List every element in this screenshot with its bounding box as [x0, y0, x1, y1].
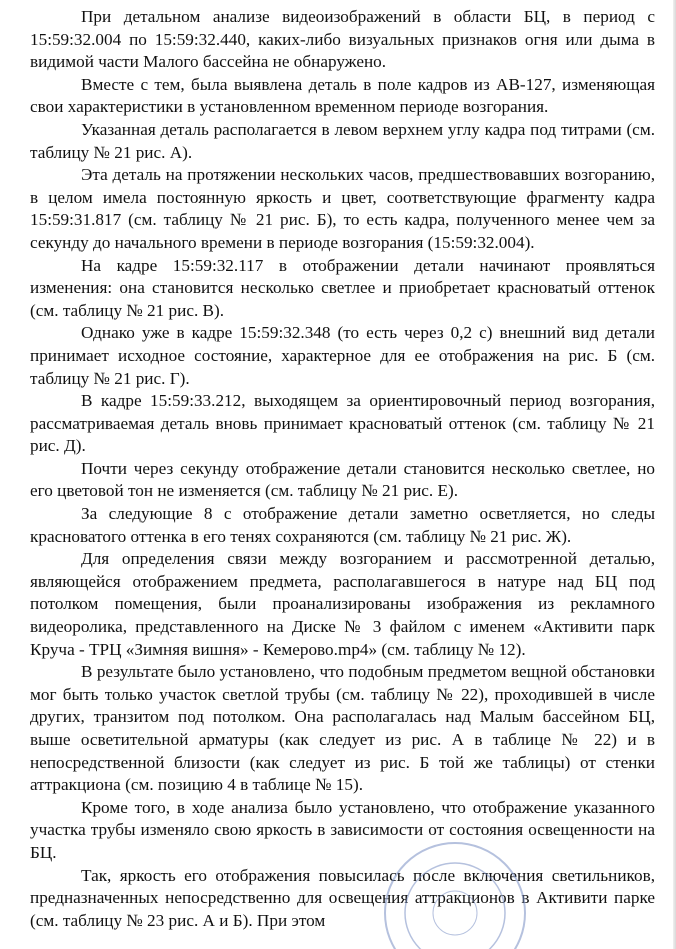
seal-center-ring — [433, 891, 477, 935]
paragraph-12: Кроме того, в ходе анализа было установлено, что отображение указанного участка трубы изменяло свою яркость в зависимости от состояния освещенности на БЦ. — [30, 797, 655, 862]
paragraph-2: Вместе с тем, была выявлена деталь в поле кадров из АВ-127, изменяющая свои характеристики в установленном временном периоде возгорания. — [30, 74, 655, 117]
paragraph-10: Для определения связи между возгоранием и рассмотренной деталью, являющейся отображением предмета, располагавшегося в натуре над БЦ под потолком помещения, были проанализированы изображения из рекламного видеоролика, представленного на Диске № 3 файлом с именем «Активити парк Круча - ТРЦ «Зимняя вишня» - Кемерово.mp4» (см. таблицу № 12). — [30, 549, 655, 659]
paragraph-11: В результате было установлено, что подобным предметом вещной обстановки мог быть только участок светлой трубы (см. таблицу № 22), проходившей в числе других, транзитом под потолком. Она располагалась над Малым бассейном БЦ, выше осветительной арматуры (как следует из рис. А в таблице № 22) и в непосредственной близости (как следует из рис. Б той же таблицы) от стенки аттракциона (см. позицию 4 в таблице № 15). — [30, 662, 655, 795]
document-body — [30, 6, 655, 932]
paragraph-8: Почти через секунду отображение детали становится несколько светлее, но его цветовой тон не изменяется (см. таблицу № 21 рис. Е). — [30, 458, 655, 501]
paragraph-13: Так, яркость его отображения повысилась после включения светильников, предназначенных непосредственно для освещения аттракционов в Активити парке (см. таблицу № 23 рис. А и Б). При этом — [30, 865, 655, 930]
paragraph-4: Эта деталь на протяжении нескольких часов, предшествовавших возгоранию, в целом имела постоянную яркость и цвет, соответствующие фрагменту кадра 15:59:31.817 (см. таблицу № 21 рис. Б), то есть кадра, полученного менее чем за секунду до начального времени в периоде возгорания (15:59:32.004). — [30, 165, 655, 252]
seal-inner-ring — [405, 863, 505, 949]
paragraph-9: За следующие 8 с отображение детали заметно осветляется, но следы красноватого оттенка в его тенях сохраняются (см. таблицу № 21 рис. Ж). — [30, 504, 655, 546]
paragraph-1: При детальном анализе видеоизображений в области БЦ, в период с 15:59:32.004 по 15:59:32.440, каких-либо визуальных признаков огня или дыма в видимой части Малого бассейна не обнаружено. — [30, 7, 655, 72]
paragraph-6: Однако уже в кадре 15:59:32.348 (то есть через 0,2 с) внешний вид детали принимает исходное состояние, характерное для ее отображения на рис. Б (см. таблицу № 21 рис. Г). — [30, 323, 655, 388]
paragraph-7: В кадре 15:59:33.212, выходящем за ориентировочный период возгорания, рассматриваемая деталь вновь принимает красноватый оттенок (см. таблицу № 21 рис. Д). — [30, 391, 655, 456]
seal-outer-ring — [385, 843, 525, 949]
paragraph-3: Указанная деталь располагается в левом верхнем углу кадра под титрами (см. таблицу № 21 рис. А). — [30, 119, 655, 162]
paragraph-5: На кадре 15:59:32.117 в отображении детали начинают проявляться изменения: она становится несколько светлее и приобретает красноватый оттенок (см. таблицу № 21 рис. В). — [30, 255, 655, 320]
